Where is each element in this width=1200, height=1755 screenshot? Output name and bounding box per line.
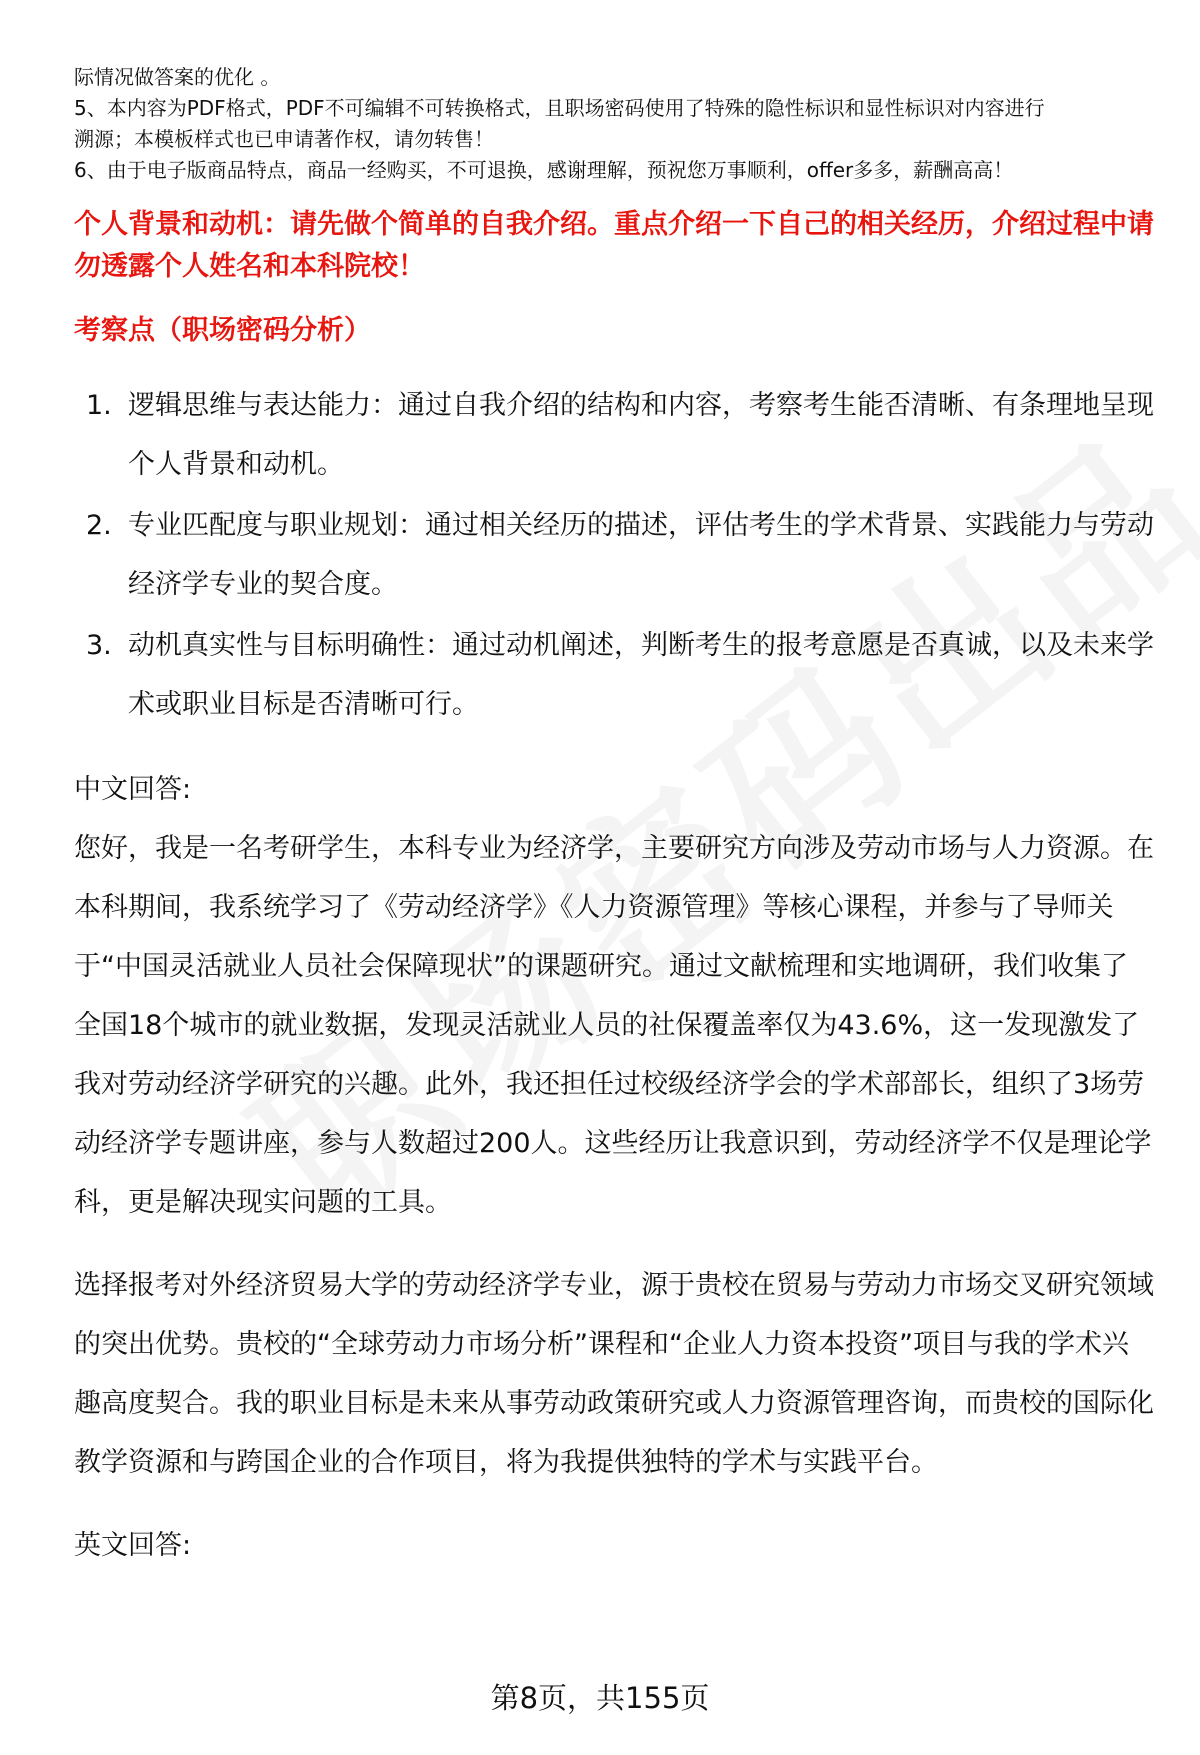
list-item-text: 逻辑思维与表达能力：通过自我介绍的结构和内容，考察考生能否清晰、有条理地呈现个人背景和动机。 (128, 390, 1154, 480)
english-answer-label: 英文回答: (74, 1530, 192, 1561)
notice-line: 6、由于电子版商品特点，商品一经购买，不可退换，感谢理解，预祝您万事顺利，offer多多，薪酬高高！ (74, 158, 1014, 182)
notice-line: 溯源；本模板样式也已申请著作权，请勿转售！ (74, 127, 494, 151)
chinese-answer-paragraph: 选择报考对外经济贸易大学的劳动经济学专业，源于贵校在贸易与劳动力市场交叉研究领域的突出优势。贵校的“全球劳动力市场分析”课程和“企业人力资本投资”项目与我的学术兴趣高度契合。我的职业目标是未来从事劳动政策研究或人力资源管理咨询，而贵校的国际化教学资源和与跨国企业的合作项目，将为我提供独特的学术与实践平台。 (74, 1270, 1154, 1478)
notice-line: 5、本内容为PDF格式，PDF不可编辑不可转换格式，且职场密码使用了特殊的隐性标识和显性标识对内容进行 (74, 96, 1045, 120)
list-item-text: 动机真实性与目标明确性：通过动机阐述，判断考生的报考意愿是否真诚，以及未来学术或职业目标是否清晰可行。 (128, 630, 1154, 720)
chinese-answer-paragraph: 您好，我是一名考研学生，本科专业为经济学，主要研究方向涉及劳动市场与人力资源。在本科期间，我系统学习了《劳动经济学》《人力资源管理》等核心课程，并参与了导师关于“中国灵活就业人员社会保障现状”的课题研究。通过文献梳理和实地调研，我们收集了全国18个城市的就业数据，发现灵活就业人员的社保覆盖率仅为43.6%，这一发现激发了我对劳动经济学研究的兴趣。此外，我还担任过校级经济学会的学术部部长，组织了3场劳动经济学专题讲座，参与人数超过200人。这些经历让我意识到，劳动经济学不仅是理论学科，更是解决现实问题的工具。 (74, 833, 1154, 1218)
list-item-text: 专业匹配度与职业规划：通过相关经历的描述，评估考生的学术背景、实践能力与劳动经济学专业的契合度。 (128, 510, 1154, 600)
points-title: 考察点（职场密码分析） (74, 315, 371, 346)
page-number: 第8页，共155页 (490, 1681, 710, 1715)
notice-block (74, 62, 1154, 186)
list-item (74, 376, 1154, 494)
list-number: 2. (86, 510, 112, 541)
list-number: 1. (86, 390, 112, 421)
list-item (74, 496, 1154, 614)
points-list (74, 376, 1154, 734)
list-item (74, 616, 1154, 734)
question-heading: 个人背景和动机：请先做个简单的自我介绍。重点介绍一下自己的相关经历，介绍过程中请勿透露个人姓名和本科院校！ (74, 209, 1154, 282)
notice-line: 际情况做答案的优化 。 (74, 65, 281, 89)
chinese-answer-label: 中文回答: (74, 774, 192, 805)
list-number: 3. (86, 630, 112, 661)
document-page (74, 0, 1154, 1575)
